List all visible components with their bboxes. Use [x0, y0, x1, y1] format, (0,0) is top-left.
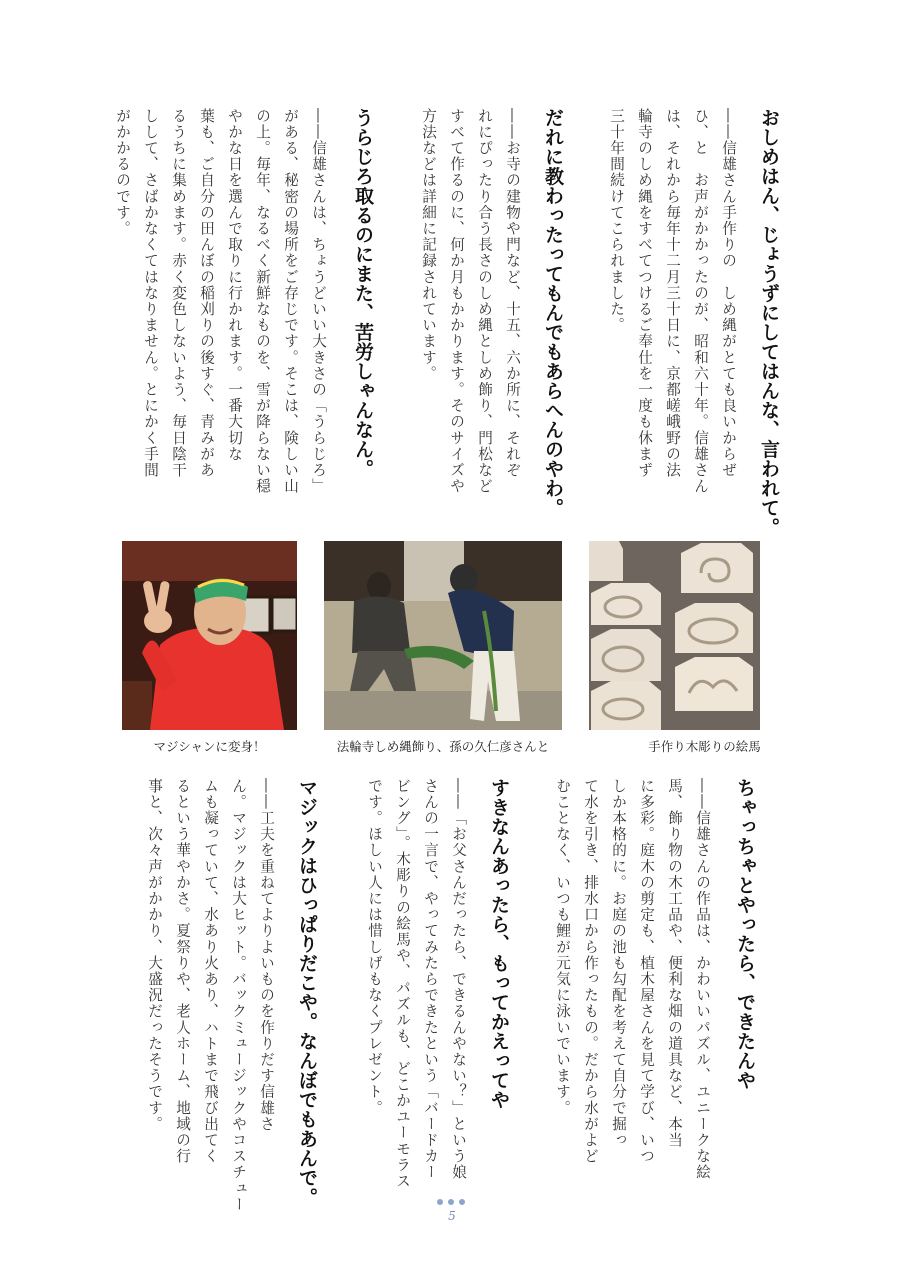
- section5-heading: すきなんあったら、もってかえってや: [488, 778, 510, 1110]
- section6-line-1: ――工夫を重ねてよりよいものを作りだす信雄さ: [258, 778, 275, 1133]
- section3-line-7: しして、さばかなくてはなりません。とにかく手間: [142, 108, 159, 479]
- section4-heading: ちゃっちゃとやったら、できたんや: [734, 778, 756, 1090]
- section6-line-4: るという華やかさ。夏祭りや、老人ホーム、地域の行: [174, 778, 191, 1165]
- section5-line-4: です。ほしい人には惜しげもなくプレゼント。: [366, 778, 383, 1117]
- section3-line-2: がある、秘密の場所をご存じです。そこは、険しい山: [282, 108, 299, 495]
- photo-caption-magician: マジシャンに変身！: [153, 739, 266, 754]
- section5-line-1: ――「お父さんだったら、できるんやない？」という娘: [450, 778, 467, 1181]
- section2-line-1: ――お寺の建物や門など、十五、六か所に、それぞ: [504, 108, 521, 479]
- section1-line-2: ひ、と お声がかかったのが、昭和六十年。信雄さん: [692, 108, 709, 495]
- section4-line-5: て水を引き、排水口から作ったもの。だから水がよど: [582, 778, 599, 1165]
- dot-icon: [448, 1199, 454, 1205]
- section1-line-1: ――信雄さん手作りの しめ縄がとても良いからぜ: [720, 108, 737, 479]
- section2-line-4: 方法などは詳細に記録されています。: [420, 108, 437, 382]
- section3-line-4: やかな日を選んで取りに行かれます。一番大切な: [226, 108, 243, 463]
- section4-line-2: 馬、飾り物の木工品や、便利な畑の道具など、本当: [666, 778, 683, 1149]
- section4-line-3: に多彩。庭木の剪定も、植木屋さんを見て学び、いつ: [638, 778, 655, 1165]
- photo-caption-ema: 手作り木彫りの絵馬: [648, 739, 761, 754]
- section6-heading: マジックはひっぱりだこや。なんぼでもあんで。: [296, 778, 318, 1207]
- dot-icon: [459, 1199, 465, 1205]
- section6-line-2: ん。マジックは大ヒット。バックミュージックやコスチュー: [230, 778, 247, 1213]
- section1-line-4: 輪寺のしめ縄をすべてつけるご奉仕を一度も休まず: [636, 108, 653, 479]
- section1-heading: おしめはん、じょうずにしてはんな、言われて。: [758, 108, 780, 537]
- section1-line-3: は、それから毎年十二月三十日に、京都嵯峨野の法: [664, 108, 681, 479]
- page-number: 5: [448, 1209, 456, 1223]
- ema-illustration: [589, 541, 760, 730]
- shimenawa-illustration: [324, 541, 562, 730]
- section4-line-1: ――信雄さんの作品は、かわいいパズル、ユニークな絵: [694, 778, 711, 1181]
- photo-caption-shimenawa: 法輪寺しめ縄飾り、孫の久仁彦さんと: [336, 739, 550, 754]
- section3-line-8: がかかるのです。: [114, 108, 131, 237]
- section2-heading: だれに教わったってもんでもあらへんのやわ。: [542, 108, 564, 518]
- section4-line-4: しか本格的に。お庭の池も勾配を考えて自分で掘っ: [610, 778, 627, 1149]
- section3-line-3: の上。毎年、なるべく新鮮なものを、雪が降らない穏: [254, 108, 271, 495]
- shimenawa-photo: [324, 541, 562, 730]
- section4-line-6: むことなく、いつも鯉が元気に泳いでいます。: [554, 778, 571, 1117]
- section3-line-1: ――信雄さんは、ちょうどいい大きさの「うらじろ」: [310, 108, 327, 495]
- section3-heading: うらじろ取るのにまた、苦労しゃんなん。: [352, 108, 374, 479]
- section3-line-5: 葉も、ご自分の田んぼの稲刈りの後すぐ、青みがあ: [198, 108, 215, 479]
- section6-line-5: 事と、次々声がかかり、大盛況だったそうです。: [146, 778, 163, 1133]
- section6-line-3: ムも凝っていて、水あり火あり、ハトまで飛び出てく: [202, 778, 219, 1165]
- section1-line-5: 三十年間続けてこられました。: [608, 108, 625, 334]
- section2-line-2: れにぴったり合う長さのしめ縄としめ飾り、門松など: [476, 108, 493, 495]
- magician-illustration: [122, 541, 297, 730]
- section5-line-2: さんの一言で、やってみたらできたという「バードカー: [422, 778, 439, 1181]
- magician-photo: [122, 541, 297, 730]
- wooden-ema-photo: [589, 541, 760, 730]
- dot-icon: [437, 1199, 443, 1205]
- section3-line-6: るうちに集めます。赤く変色しないよう、毎日陰干: [170, 108, 187, 479]
- page-dots-ornament: [437, 1199, 465, 1205]
- section2-line-3: すべて作るのに、何か月もかかります。そのサイズや: [448, 108, 465, 495]
- section5-line-3: ビング」。木彫りの絵馬や、パズルも、どこかユーモラス: [394, 778, 411, 1190]
